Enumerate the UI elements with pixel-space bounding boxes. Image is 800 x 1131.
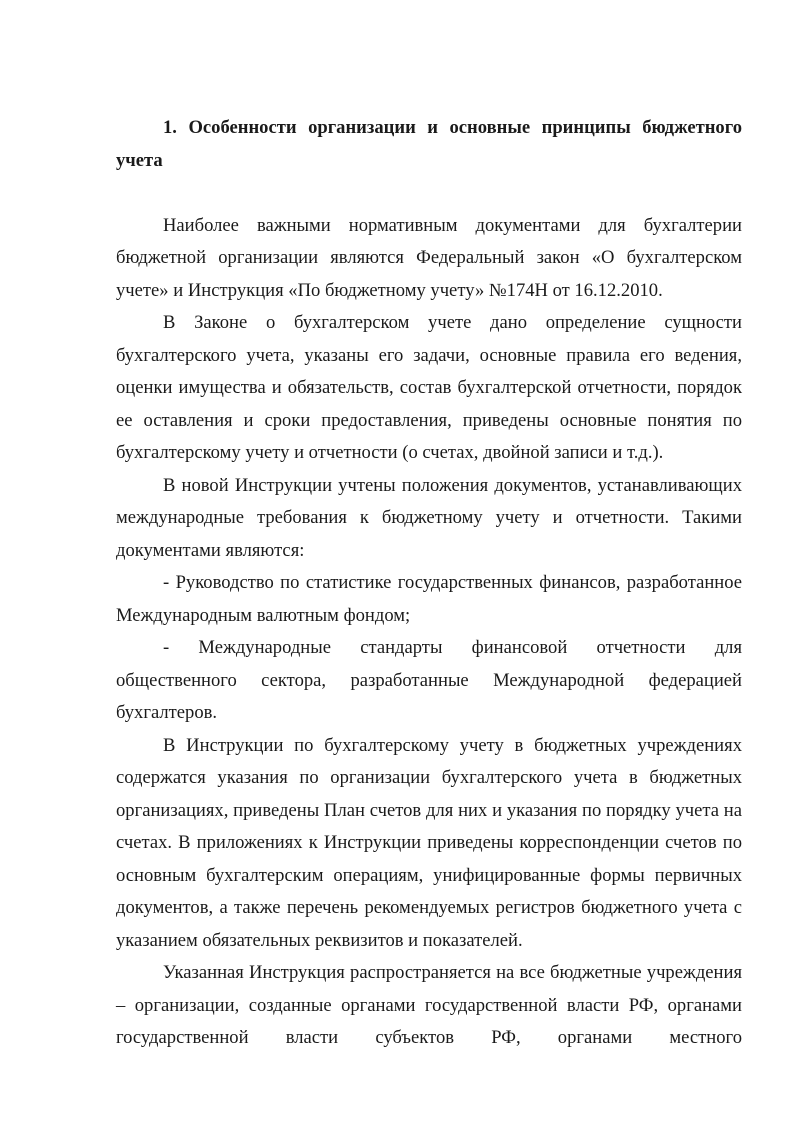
list-item-statistics-guide: - Руководство по статистике государственных финансов, разработанное Международным валютным фондом;: [116, 572, 742, 626]
section-heading: 1. Особенности организации и основные принципы бюджетного учета: [116, 117, 742, 171]
paragraph-instruction-contents: В Инструкции по бухгалтерскому учету в бюджетных учреждениях содержатся указания по организации бухгалтерского учета в бюджетных организациях, приведены План счетов для них и указания по порядку учета на счетах. В приложениях к Инструкции приведены корреспонденции счетов по основным бухгалтерским операциям, унифицированные формы первичных документов, а также перечень рекомендуемых регистров бюджетного учета с указанием обязательных реквизитов и показателей.: [116, 734, 742, 951]
paragraph-new-instruction: В новой Инструкции учтены положения документов, устанавливающих международные требования к бюджетному учету и отчетности. Такими документами являются:: [116, 474, 742, 561]
list-item-ipsas: - Международные стандарты финансовой отчетности для общественного сектора, разработанные Международной федерацией бухгалтеров.: [116, 637, 742, 723]
heading-spacer: [116, 177, 742, 210]
paragraph-accounting-law: В Законе о бухгалтерском учете дано определение сущности бухгалтерского учета, указаны его задачи, основные правила его ведения, оценки имущества и обязательств, состав бухгалтерской отчетности, порядок ее оставления и сроки предоставления, приведены основные понятия по бухгалтерскому учету и отчетности (о счетах, двойной записи и т.д.).: [116, 312, 742, 463]
paragraph-normative-documents: Наиболее важными нормативным документами для бухгалтерии бюджетной организации являются Федеральный закон «О бухгалтерском учете» и Инструкция «По бюджетному учету» №174Н от 16.12.2010.: [116, 214, 742, 301]
paragraph-instruction-scope: Указанная Инструкция распространяется на все бюджетные учреждения – организации, созданные органами государственной власти РФ, органами государственной власти субъектов РФ, органами местного: [116, 962, 742, 1048]
document-body: [116, 112, 742, 1055]
